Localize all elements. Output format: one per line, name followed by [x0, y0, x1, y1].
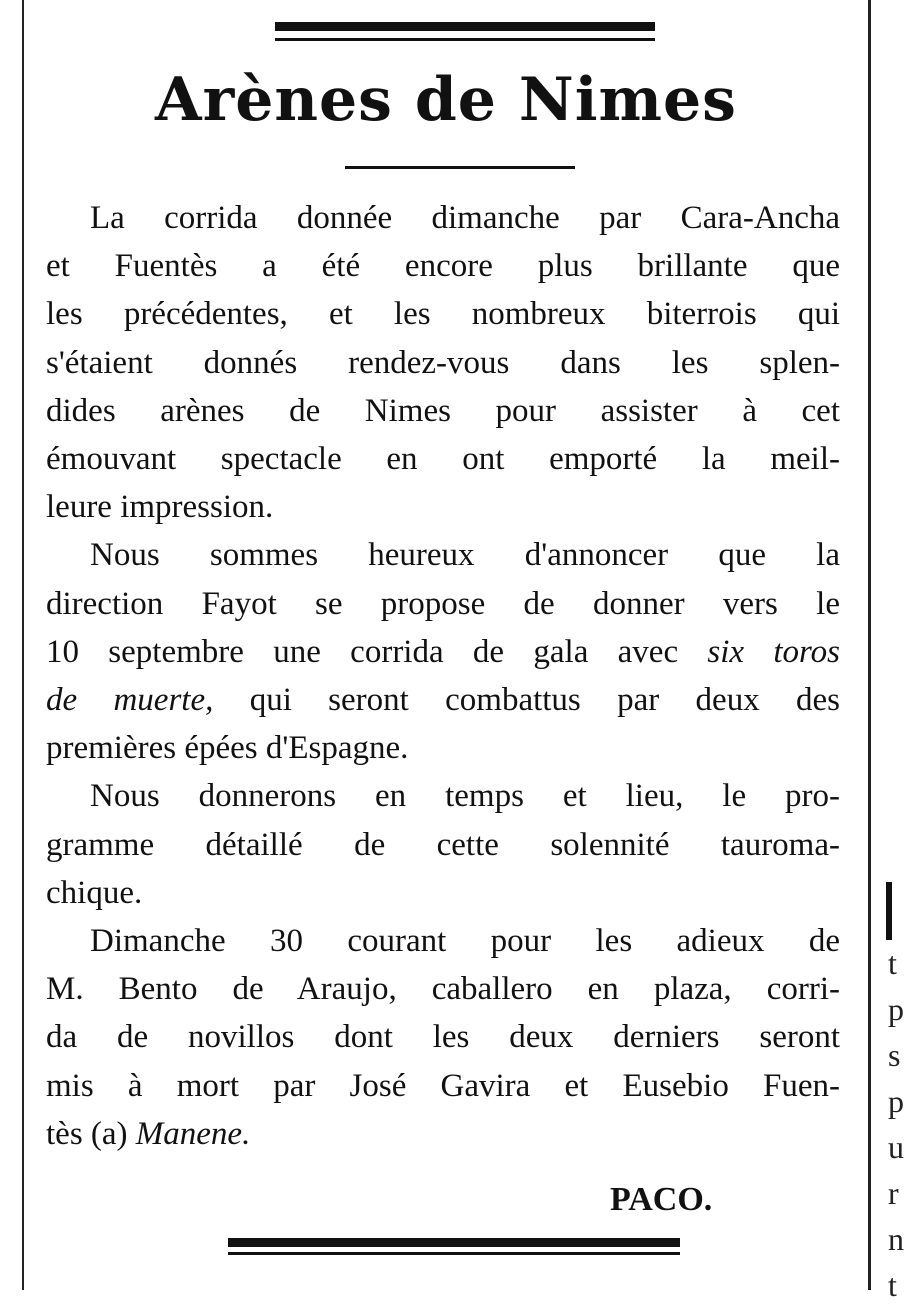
- text-line: da de novillos dont les deux derniers seront: [46, 1019, 840, 1056]
- italic-phrase: Manene.: [135, 1115, 251, 1152]
- text-line: Nous donnerons en temps et lieu, le pro-: [90, 778, 840, 815]
- article-body: [46, 194, 840, 1158]
- italic-phrase: six toros: [707, 633, 840, 670]
- text-line: leure impression.: [46, 489, 274, 526]
- signature: PACO.: [610, 1181, 713, 1218]
- text-line: gramme détaillé de cette solennité tauroma-: [46, 826, 840, 863]
- text-segment: qui seront combattus par deux des: [249, 682, 841, 719]
- text-line: dides arènes de Nimes pour assister à cet: [46, 392, 840, 429]
- top-rule-thin: [275, 38, 655, 41]
- text-line: direction Fayot se propose de donner vers le: [46, 585, 840, 622]
- text-line: Dimanche 30 courant pour les adieux de: [90, 923, 840, 960]
- title-rule: [345, 166, 575, 169]
- text-line: chique.: [46, 874, 143, 911]
- text-segment: 10 septembre une corrida de gala avec: [46, 633, 679, 670]
- article-title: Arènes de Nimes: [155, 65, 737, 135]
- adjacent-column-rule: [886, 882, 892, 940]
- text-line: émouvant spectacle en ont emporté la meil-: [46, 441, 840, 478]
- text-line-with-italic: [46, 676, 840, 724]
- adjacent-column-fragments: [888, 940, 906, 1308]
- text-line: et Fuentès a été encore plus brillante que: [46, 248, 840, 285]
- text-line: mis à mort par José Gavira et Eusebio Fuen-: [46, 1067, 840, 1104]
- text-line: M. Bento de Araujo, caballero en plaza, corri-: [46, 971, 840, 1008]
- bottom-rule-thin: [228, 1252, 680, 1255]
- text-line: premières épées d'Espagne.: [46, 730, 409, 767]
- fragment-char: t: [888, 945, 897, 981]
- fragment-char: u: [888, 1129, 904, 1165]
- text-line-with-italic: [46, 628, 840, 676]
- italic-phrase: de muerte,: [46, 682, 214, 719]
- bottom-rule-thick: [228, 1238, 680, 1247]
- text-line-with-italic: [46, 1110, 840, 1158]
- text-segment: tès (a): [46, 1115, 128, 1152]
- column-rule-left: [22, 0, 24, 1290]
- text-line: La corrida donnée dimanche par Cara-Ancha: [90, 200, 840, 236]
- fragment-char: t: [888, 1267, 897, 1303]
- top-rule-thick: [275, 22, 655, 31]
- fragment-char: p: [888, 991, 904, 1027]
- fragment-char: s: [888, 1037, 901, 1073]
- fragment-char: n: [888, 1221, 904, 1257]
- text-line: les précédentes, et les nombreux biterrois qui: [46, 296, 840, 333]
- text-line: Nous sommes heureux d'annoncer que la: [90, 537, 840, 574]
- text-line: s'étaient donnés rendez-vous dans les splen-: [46, 344, 840, 381]
- fragment-char: r: [888, 1175, 899, 1211]
- column-rule-right: [868, 0, 871, 1290]
- fragment-char: p: [888, 1083, 904, 1119]
